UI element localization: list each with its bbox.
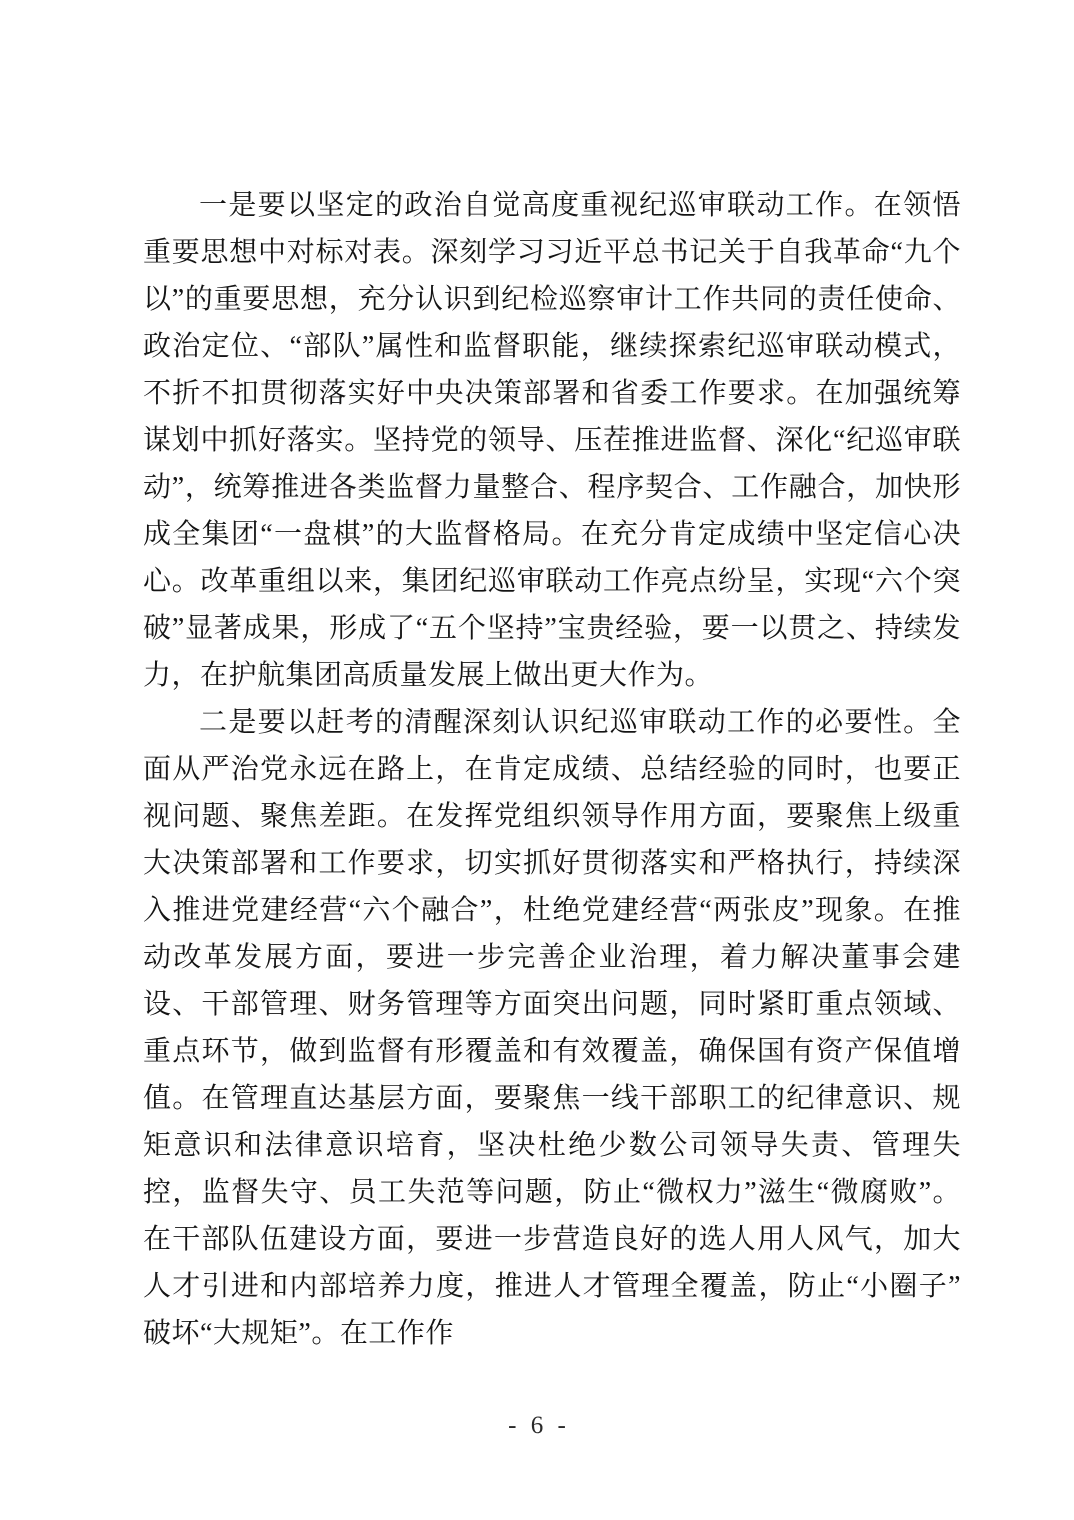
document-body (143, 182, 961, 1357)
page-number: - 6 - (508, 1412, 566, 1439)
paragraph-1: 一是要以坚定的政治自觉高度重视纪巡审联动工作。在领悟重要思想中对标对表。深刻学习习近平总书记关于自我革命“九个以”的重要思想，充分认识到纪检巡察审计工作共同的责任使命、政治定位、“部队”属性和监督职能，继续探索纪巡审联动模式，不折不扣贯彻落实好中央决策部署和省委工作要求。在加强统筹谋划中抓好落实。坚持党的领导、压茬推进监督、深化“纪巡审联动”，统筹推进各类监督力量整合、程序契合、工作融合，加快形成全集团“一盘棋”的大监督格局。在充分肯定成绩中坚定信心决心。改革重组以来，集团纪巡审联动工作亮点纷呈，实现“六个突破”显著成果，形成了“五个坚持”宝贵经验，要一以贯之、持续发力，在护航集团高质量发展上做出更大作为。 (143, 190, 961, 691)
paragraph-2: 二是要以赶考的清醒深刻认识纪巡审联动工作的必要性。全面从严治党永远在路上，在肯定成绩、总结经验的同时，也要正视问题、聚焦差距。在发挥党组织领导作用方面，要聚焦上级重大决策部署和工作要求，切实抓好贯彻落实和严格执行，持续深入推进党建经营“六个融合”，杜绝党建经营“两张皮”现象。在推动改革发展方面，要进一步完善企业治理，着力解决董事会建设、干部管理、财务管理等方面突出问题，同时紧盯重点领域、重点环节，做到监督有形覆盖和有效覆盖，确保国有资产保值增值。在管理直达基层方面，要聚焦一线干部职工的纪律意识、规矩意识和法律意识培育，坚决杜绝少数公司领导失责、管理失控，监督失守、员工失范等问题，防止“微权力”滋生“微腐败”。在干部队伍建设方面，要进一步营造良好的选人用人风气，加大人才引进和内部培养力度，推进人才管理全覆盖，防止“小圈子”破坏“大规矩”。在工作作 (143, 707, 961, 1349)
